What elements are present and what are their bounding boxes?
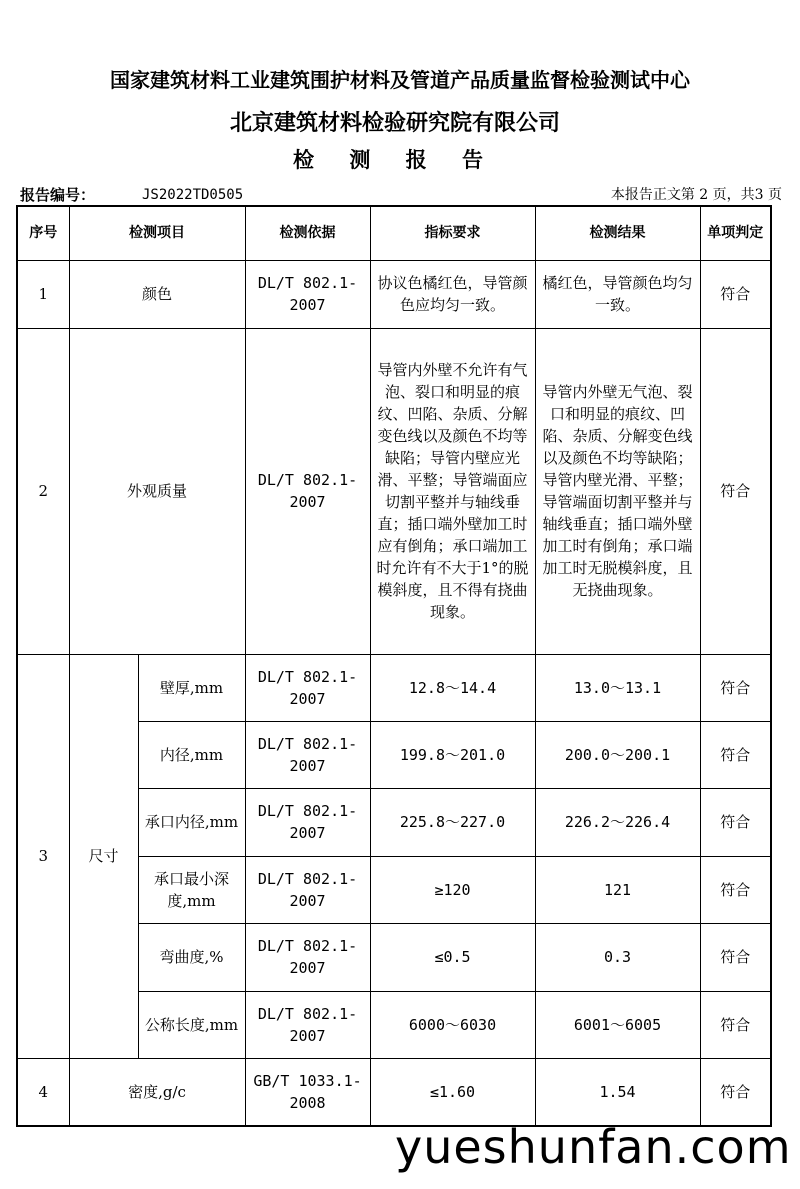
- row-subitem: 公称长度,mm: [138, 991, 245, 1058]
- row-basis: DL/T 802.1-2007: [245, 923, 370, 991]
- row-no: 1: [17, 260, 69, 328]
- row-requirement: 225.8～227.0: [370, 788, 535, 856]
- table-row: [17, 654, 771, 721]
- row-verdict: 符合: [700, 788, 771, 856]
- row-verdict: 符合: [700, 328, 771, 654]
- org-title-line2: 北京建筑材料检验研究院有限公司: [229, 111, 560, 136]
- col-header-basis: 检测依据: [245, 206, 370, 260]
- row-result: 200.0～200.1: [535, 721, 700, 788]
- report-number-value: JS2022TD0505: [142, 187, 244, 203]
- row-verdict: 符合: [700, 260, 771, 328]
- row-requirement: 199.8～201.0: [370, 721, 535, 788]
- row-result: 13.0～13.1: [535, 654, 700, 721]
- row-basis: DL/T 802.1-2007: [245, 260, 370, 328]
- row-item: 颜色: [69, 260, 245, 328]
- row-basis: DL/T 802.1-2007: [245, 328, 370, 654]
- row-result: 6001～6005: [535, 991, 700, 1058]
- row-basis: DL/T 802.1-2007: [245, 654, 370, 721]
- row-subitem: 内径,mm: [138, 721, 245, 788]
- row-result: 0.3: [535, 923, 700, 991]
- org-title-line1: 国家建筑材料工业建筑围护材料及管道产品质量监督检验测试中心: [110, 68, 690, 92]
- row-verdict: 符合: [700, 856, 771, 923]
- table-row: [17, 1058, 771, 1126]
- row-item: 密度,g/c: [69, 1058, 245, 1126]
- col-header-no: 序号: [17, 206, 69, 260]
- table-row: [17, 260, 771, 328]
- watermark-text: yueshunfan.com: [395, 1120, 792, 1174]
- row-item: 尺寸: [69, 654, 138, 1058]
- row-basis: DL/T 802.1-2007: [245, 788, 370, 856]
- row-item: 外观质量: [69, 328, 245, 654]
- report-table: [16, 205, 772, 1127]
- row-result: 1.54: [535, 1058, 700, 1126]
- row-requirement: 6000～6030: [370, 991, 535, 1058]
- row-requirement: 协议色橘红色，导管颜色应均匀一致。: [370, 260, 535, 328]
- row-requirement: ≤1.60: [370, 1058, 535, 1126]
- row-subitem: 承口内径,mm: [138, 788, 245, 856]
- row-no: 2: [17, 328, 69, 654]
- col-header-verdict: 单项判定: [700, 206, 771, 260]
- table-header-row: [17, 206, 771, 260]
- col-header-requirement: 指标要求: [370, 206, 535, 260]
- row-basis: DL/T 802.1-2007: [245, 721, 370, 788]
- row-result: 226.2～226.4: [535, 788, 700, 856]
- row-result: 121: [535, 856, 700, 923]
- report-number-label: 报告编号：: [20, 186, 96, 204]
- row-verdict: 符合: [700, 923, 771, 991]
- document-title: 检 测 报 告: [293, 148, 497, 172]
- row-verdict: 符合: [700, 721, 771, 788]
- row-subitem: 承口最小深度,mm: [138, 856, 245, 923]
- table-row: [17, 328, 771, 654]
- row-requirement: 12.8～14.4: [370, 654, 535, 721]
- col-header-result: 检测结果: [535, 206, 700, 260]
- row-requirement: ≥120: [370, 856, 535, 923]
- row-result: 导管内外壁无气泡、裂口和明显的痕纹、凹陷、杂质、分解变色线以及颜色不均等缺陷；导管内壁光滑、平整；导管端面切割平整并与轴线垂直；插口端外壁加工时有倒角；承口端加工时无脱模斜度，且无挠曲现象。: [535, 328, 700, 654]
- row-basis: DL/T 802.1-2007: [245, 991, 370, 1058]
- row-subitem: 壁厚,mm: [138, 654, 245, 721]
- row-basis: GB/T 1033.1-2008: [245, 1058, 370, 1126]
- page-info: 本报告正文第 2 页，共3 页: [610, 187, 782, 203]
- row-result: 橘红色，导管颜色均匀一致。: [535, 260, 700, 328]
- col-header-item: 检测项目: [69, 206, 245, 260]
- row-verdict: 符合: [700, 1058, 771, 1126]
- report-number: [20, 186, 244, 205]
- row-subitem: 弯曲度,%: [138, 923, 245, 991]
- row-requirement: 导管内外壁不允许有气泡、裂口和明显的痕纹、凹陷、杂质、分解变色线以及颜色不均等缺陷；导管内壁应光滑、平整；导管端面应切割平整并与轴线垂直；插口端外壁加工时应有倒角；承口端加工时允许有不大于1°的脱模斜度，且不得有挠曲现象。: [370, 328, 535, 654]
- row-no: 3: [17, 654, 69, 1058]
- row-basis: DL/T 802.1-2007: [245, 856, 370, 923]
- row-no: 4: [17, 1058, 69, 1126]
- row-verdict: 符合: [700, 991, 771, 1058]
- row-requirement: ≤0.5: [370, 923, 535, 991]
- row-verdict: 符合: [700, 654, 771, 721]
